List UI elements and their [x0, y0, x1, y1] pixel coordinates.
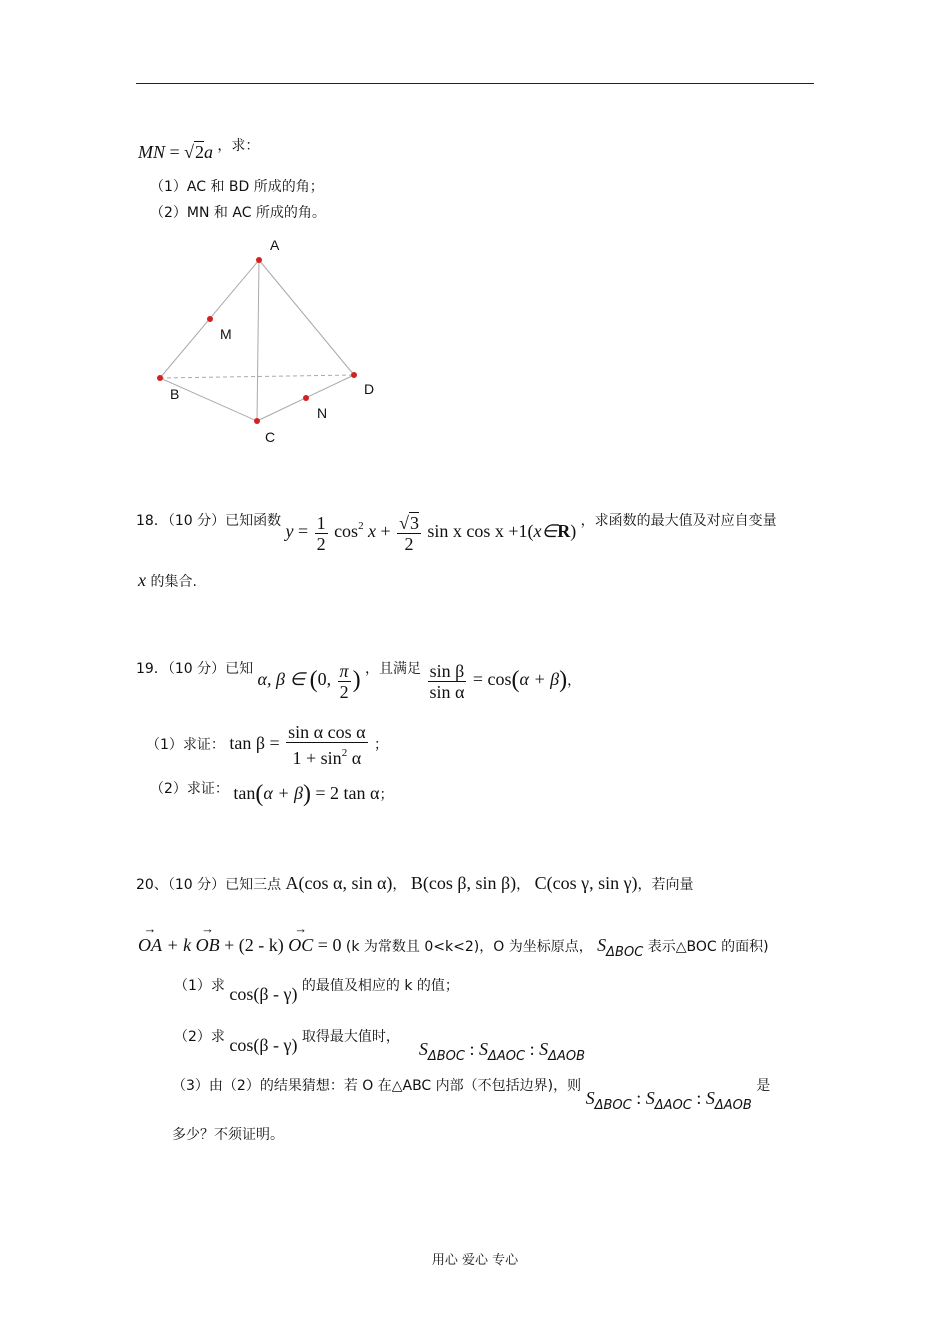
problem-19: 19．（10 分）已知 α, β ∈ (0, $\frac{\pi}{2}$ ) ，且满足 $\frac{\text{sin β}}{\text{sin α}}$ = cos(α + β)，: [136, 660, 582, 702]
point-C: [254, 418, 260, 424]
page-footer: 用心 爱心 专心: [431, 1253, 519, 1268]
edge-AC: [257, 260, 259, 421]
point-M: [207, 316, 213, 322]
problem-20-part-2: （2）求 cos(β - γ) 取得最大值时， SΔBOC : SΔAOC : SΔAOB: [174, 1029, 586, 1064]
point-B: [157, 375, 163, 381]
point-A: [256, 257, 262, 263]
header-rule: [136, 83, 814, 84]
problem-18-line2: x 的集合.: [138, 570, 197, 590]
label-M: M: [220, 326, 232, 342]
label-N: N: [317, 405, 328, 421]
label-A: A: [270, 237, 280, 253]
problem-20: 20、（10 分）已知三点 A(cos α, sin α)， B(cos β, sin β)， C(cos γ, sin γ)，若向量: [136, 873, 694, 893]
edge-BD-hidden: [160, 375, 354, 378]
problem-20-vector-condition: → OA + k → OB + (2 - k) → OC = 0 (k 为常数且 0<k<2)，O 为坐标原点， SΔBOC 表示△BOC 的面积): [138, 935, 769, 960]
problem-20-part-3: （3）由（2）的结果猜想：若 O 在△ABC 内部（不包括边界)，则 SΔBOC : SΔAOC : SΔAOB 是: [172, 1078, 771, 1113]
label-B: B: [170, 386, 180, 402]
problem-19-part-2: （2）求证： tan(α + β) = 2 tan α；: [150, 781, 394, 807]
label-D: D: [364, 381, 375, 397]
intro-condition: MN = √2a ，求：: [138, 138, 260, 162]
point-N: [303, 395, 309, 401]
intro-question-1: （1）AC 和 BD 所成的角；: [150, 179, 324, 195]
point-D: [351, 372, 357, 378]
problem-18: 18．（10 分）已知函数 y = $\frac{1}{2}$ $\cos^2 x$ + $\frac{√3}{2}$ sin x cos x +1(x∈R) ，求函数的最大值及对应自变量: [136, 512, 777, 554]
problem-20-part-1: （1）求 cos(β - γ) 的最值及相应的 k 的值；: [174, 978, 459, 1004]
label-C: C: [265, 429, 276, 445]
problem-19-part-1: （1）求证： tan β = $\frac{\text{sin α cos α}}{1 + \sin^2 \alpha}$ ；: [146, 722, 388, 768]
tetrahedron-figure: [140, 230, 400, 455]
intro-question-2: （2）MN 和 AC 所成的角。: [150, 205, 326, 221]
edge-AD: [259, 260, 354, 375]
problem-20-part-3-line2: 多少？不须证明。: [172, 1127, 284, 1143]
